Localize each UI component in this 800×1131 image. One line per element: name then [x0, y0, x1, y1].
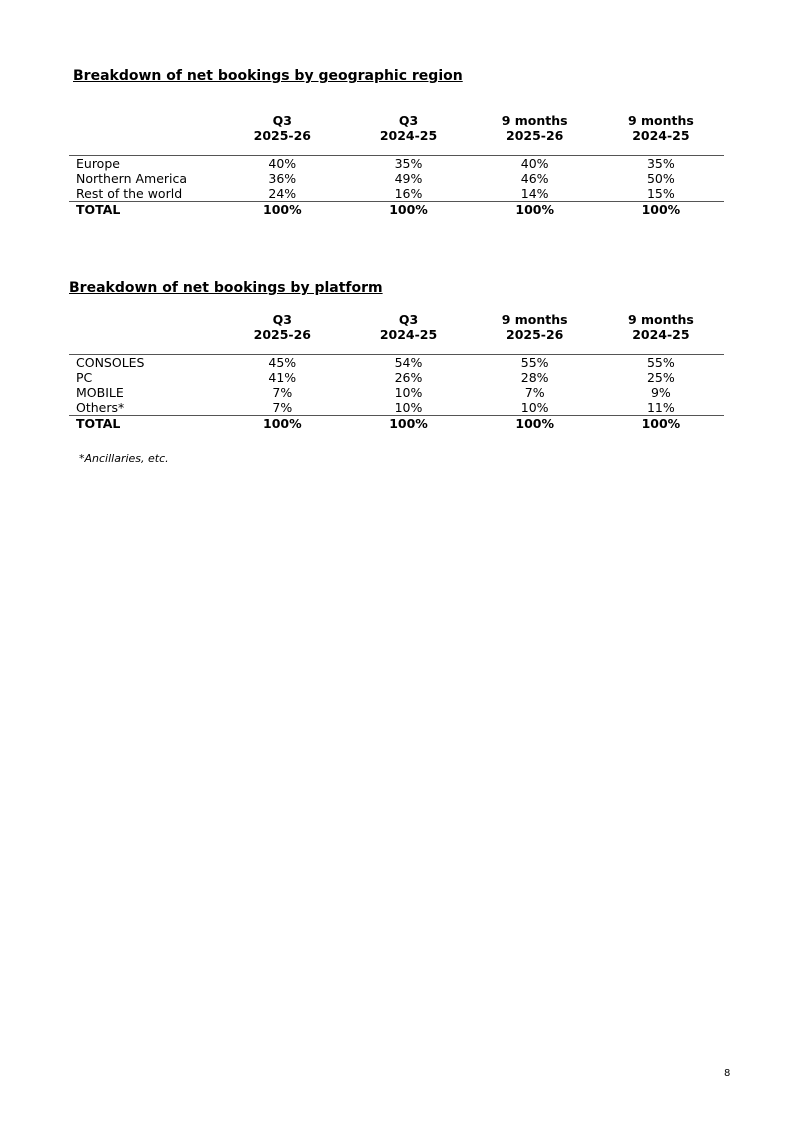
table-row: [69, 355, 724, 371]
row-label: Europe: [76, 156, 120, 171]
row-label: MOBILE: [76, 385, 124, 400]
column-header: 9 months 2024-25: [627, 312, 694, 342]
header-blank: [69, 312, 219, 350]
cell-value: 11%: [646, 400, 675, 415]
row-label: PC: [76, 370, 93, 385]
cell-value: 35%: [646, 156, 675, 171]
cell-value: 7%: [272, 385, 293, 400]
cell-value: 24%: [268, 186, 297, 201]
platform-breakdown-table: [69, 312, 724, 431]
table-row: [69, 171, 724, 186]
row-label: Rest of the world: [76, 186, 183, 201]
row-label: Northern America: [76, 171, 188, 186]
column-header: Q3 2025-26: [253, 312, 311, 342]
table-row: [69, 370, 724, 385]
total-value: 100%: [472, 202, 598, 218]
total-value: 100%: [598, 416, 724, 432]
column-header: Q3 2025-26: [253, 113, 311, 143]
geo-table-title: Breakdown of net bookings by geographic region: [73, 68, 463, 84]
table-header-row: [69, 113, 724, 151]
cell-value: 16%: [394, 186, 423, 201]
row-label: Others*: [76, 400, 125, 415]
cell-value: 46%: [520, 171, 549, 186]
total-value: 100%: [598, 202, 724, 218]
cell-value: 35%: [394, 156, 423, 171]
total-value: 100%: [219, 202, 345, 218]
page-number: 8: [724, 1068, 731, 1079]
total-row: [69, 202, 724, 218]
cell-value: 25%: [646, 370, 675, 385]
cell-value: 49%: [394, 171, 423, 186]
table-row: [69, 156, 724, 172]
total-label: TOTAL: [69, 416, 219, 432]
cell-value: 26%: [394, 370, 423, 385]
cell-value: 50%: [646, 171, 675, 186]
total-row: [69, 416, 724, 432]
platform-table-title: Breakdown of net bookings by platform: [69, 280, 383, 296]
column-header: 9 months 2025-26: [501, 312, 568, 342]
total-label: TOTAL: [69, 202, 219, 218]
total-value: 100%: [219, 416, 345, 432]
footnote: *Ancillaries, etc.: [79, 452, 169, 465]
cell-value: 28%: [520, 370, 549, 385]
cell-value: 55%: [646, 355, 675, 370]
cell-value: 10%: [394, 400, 423, 415]
geo-breakdown-table: [69, 113, 724, 217]
cell-value: 40%: [268, 156, 297, 171]
row-label: CONSOLES: [76, 355, 145, 370]
column-header: 9 months 2025-26: [501, 113, 568, 143]
total-value: 100%: [345, 202, 471, 218]
cell-value: 40%: [520, 156, 549, 171]
column-header: 9 months 2024-25: [627, 113, 694, 143]
cell-value: 14%: [520, 186, 549, 201]
cell-value: 41%: [268, 370, 297, 385]
cell-value: 36%: [268, 171, 297, 186]
total-value: 100%: [345, 416, 471, 432]
cell-value: 10%: [394, 385, 423, 400]
cell-value: 9%: [650, 385, 671, 400]
total-value: 100%: [472, 416, 598, 432]
cell-value: 10%: [520, 400, 549, 415]
table-row: [69, 400, 724, 416]
cell-value: 45%: [268, 355, 297, 370]
table-row: [69, 186, 724, 202]
header-blank: [69, 113, 219, 151]
cell-value: 54%: [394, 355, 423, 370]
cell-value: 15%: [646, 186, 675, 201]
cell-value: 7%: [272, 400, 293, 415]
column-header: Q3 2024-25: [379, 312, 438, 342]
column-header: Q3 2024-25: [379, 113, 438, 143]
cell-value: 55%: [520, 355, 549, 370]
table-header-row: [69, 312, 724, 350]
cell-value: 7%: [524, 385, 545, 400]
table-row: [69, 385, 724, 400]
